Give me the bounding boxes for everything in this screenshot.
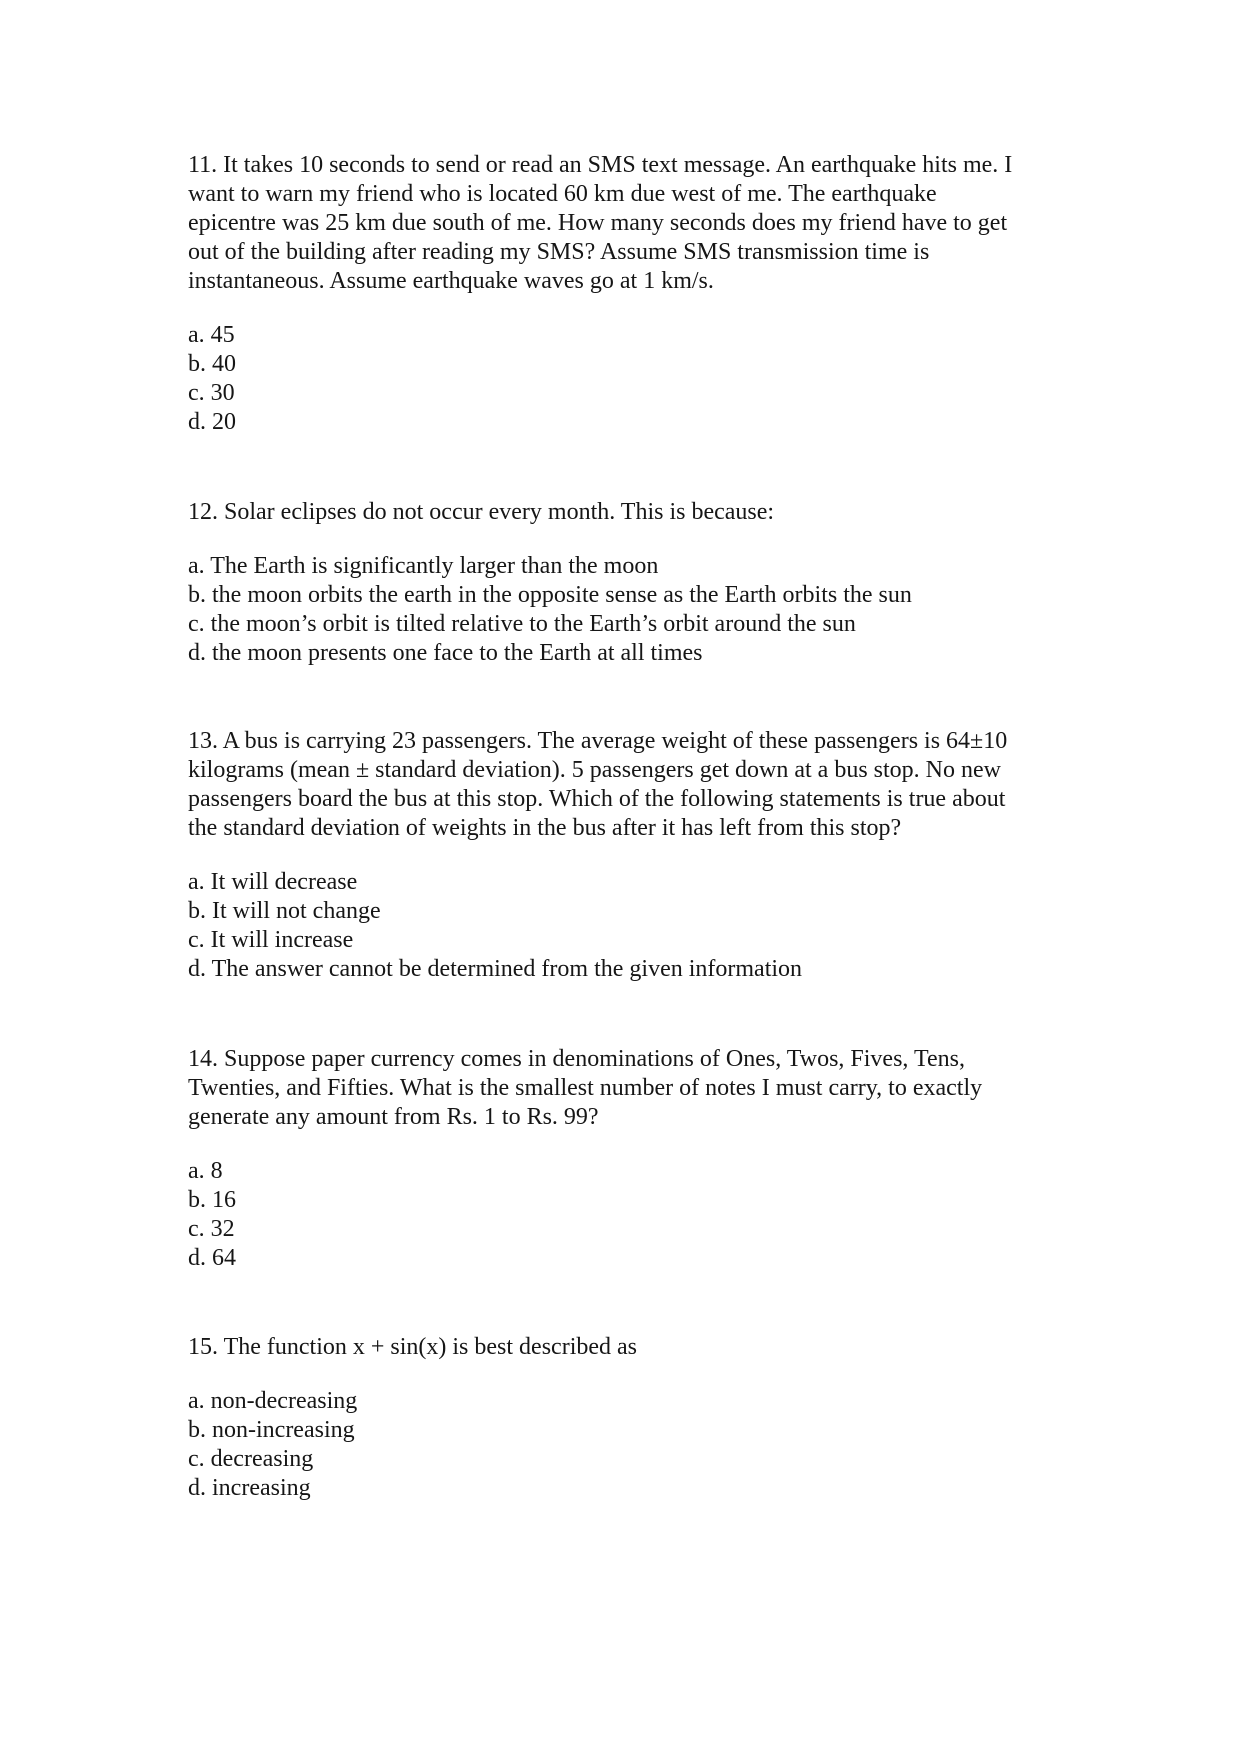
- question-line: 14. Suppose paper currency comes in denominations of Ones, Twos, Fives, Tens,: [188, 1046, 965, 1072]
- question-12: [188, 498, 1088, 668]
- question-line: the standard deviation of weights in the bus after it has left from this stop?: [188, 815, 902, 841]
- option-c: c. It will increase: [188, 927, 354, 953]
- question-13: [188, 727, 1088, 984]
- question-text: [188, 727, 1088, 843]
- option-b: b. the moon orbits the earth in the opposite sense as the Earth orbits the sun: [188, 582, 912, 608]
- option-c: c. decreasing: [188, 1446, 314, 1472]
- question-line: epicentre was 25 km due south of me. How many seconds does my friend have to get: [188, 210, 1008, 236]
- option-a: a. It will decrease: [188, 869, 358, 895]
- option-d: d. 64: [188, 1245, 236, 1271]
- option-d: d. 20: [188, 409, 236, 435]
- option-b: b. 16: [188, 1187, 236, 1213]
- option-c: c. 32: [188, 1216, 235, 1242]
- question-11: [188, 151, 1088, 437]
- answer-options: [188, 1387, 1088, 1503]
- option-a: a. non-decreasing: [188, 1388, 358, 1414]
- answer-options: [188, 1157, 1088, 1273]
- question-line: 13. A bus is carrying 23 passengers. The average weight of these passengers is 64±10: [188, 728, 1008, 754]
- option-a: a. The Earth is significantly larger than the moon: [188, 553, 659, 579]
- question-line: instantaneous. Assume earthquake waves go at 1 km/s.: [188, 268, 714, 294]
- question-14: [188, 1045, 1088, 1273]
- question-text: [188, 1045, 1088, 1132]
- question-text: [188, 498, 1088, 527]
- option-a: a. 8: [188, 1158, 223, 1184]
- question-line: 12. Solar eclipses do not occur every month. This is because:: [188, 499, 775, 525]
- option-b: b. non-increasing: [188, 1417, 355, 1443]
- option-d: d. the moon presents one face to the Earth at all times: [188, 640, 703, 666]
- question-line: kilograms (mean ± standard deviation). 5 passengers get down at a bus stop. No new: [188, 757, 1001, 783]
- question-line: 11. It takes 10 seconds to send or read an SMS text message. An earthquake hits me. I: [188, 152, 1013, 178]
- option-d: d. increasing: [188, 1475, 311, 1501]
- answer-options: [188, 552, 1088, 668]
- option-a: a. 45: [188, 322, 235, 348]
- option-b: b. 40: [188, 351, 236, 377]
- option-c: c. 30: [188, 380, 235, 406]
- question-line: generate any amount from Rs. 1 to Rs. 99?: [188, 1104, 599, 1130]
- question-15: [188, 1333, 1088, 1503]
- question-text: [188, 151, 1088, 296]
- question-line: Twenties, and Fifties. What is the smallest number of notes I must carry, to exactly: [188, 1075, 983, 1101]
- option-d: d. The answer cannot be determined from the given information: [188, 956, 803, 982]
- answer-options: [188, 321, 1088, 437]
- question-line: passengers board the bus at this stop. Which of the following statements is true about: [188, 786, 1006, 812]
- question-text: [188, 1333, 1088, 1362]
- answer-options: [188, 868, 1088, 984]
- option-b: b. It will not change: [188, 898, 381, 924]
- question-line: 15. The function x + sin(x) is best described as: [188, 1334, 638, 1360]
- option-c: c. the moon’s orbit is tilted relative to the Earth’s orbit around the sun: [188, 611, 856, 637]
- question-line: want to warn my friend who is located 60 km due west of me. The earthquake: [188, 181, 937, 207]
- question-line: out of the building after reading my SMS? Assume SMS transmission time is: [188, 239, 930, 265]
